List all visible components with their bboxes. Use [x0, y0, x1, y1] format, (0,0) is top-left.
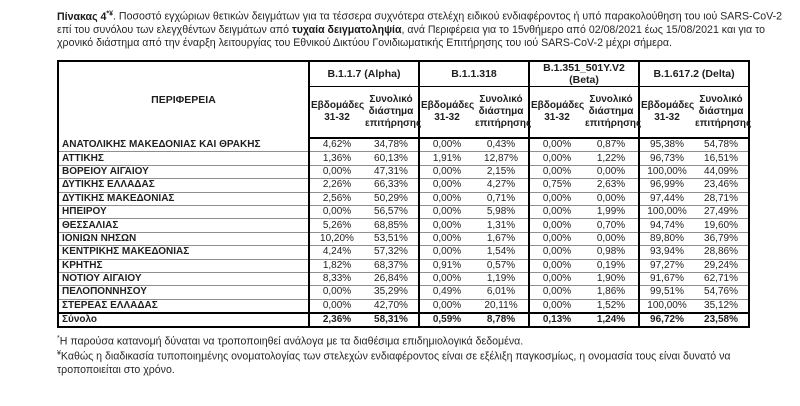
- percentage-cell: 34,78%: [374, 139, 408, 151]
- percentage-cell: 0,00%: [584, 192, 639, 205]
- percentage-cell: 0,71%: [474, 192, 529, 205]
- footnote-2: [57, 349, 797, 378]
- percentage-cell: 0,91%: [419, 259, 474, 272]
- table-row: [58, 179, 749, 192]
- footnote-1-mark: *: [57, 334, 60, 342]
- percentage-cell: 0,98%: [584, 246, 639, 259]
- column-header-variant-alpha: B.1.1.7 (Alpha): [309, 61, 419, 87]
- percentage-cell: 20,11%: [474, 299, 529, 313]
- percentage-cell: 1,67%: [474, 232, 529, 245]
- percentage-cell: 16,51%: [694, 152, 749, 165]
- percentage-cell: 53,51%: [364, 232, 419, 245]
- percentage-cell: 1,82%: [309, 259, 364, 272]
- percentage-cell: 0,00%: [309, 165, 364, 178]
- percentage-cell: 0,00%: [584, 165, 639, 178]
- percentage-cell: 95,38%: [639, 138, 694, 152]
- percentage-cell: 0,00%: [529, 272, 584, 285]
- region-name: ΔΥΤΙΚΗΣ ΕΛΛΑΔΑΣ: [58, 179, 309, 192]
- percentage-cell: 66,33%: [364, 179, 419, 192]
- percentage-cell: 5,98%: [474, 205, 529, 218]
- percentage-cell: 23,58%: [694, 313, 749, 327]
- percentage-cell: 1,99%: [584, 205, 639, 218]
- percentage-cell: 10,20%: [309, 232, 364, 245]
- table-row: [58, 232, 749, 245]
- percentage-cell: 97,44%: [639, 192, 694, 205]
- percentage-cell: 0,00%: [529, 192, 584, 205]
- region-name: ΚΕΝΤΡΙΚΗΣ ΜΑΚΕΔΟΝΙΑΣ: [58, 246, 309, 259]
- region-name: ΚΡΗΤΗΣ: [58, 259, 309, 272]
- percentage-cell: 68,85%: [364, 219, 419, 232]
- percentage-cell: 0,75%: [529, 179, 584, 192]
- percentage-cell: 100,00%: [639, 165, 694, 178]
- region-name: Σύνολο: [58, 313, 309, 327]
- percentage-cell: 96,72%: [639, 313, 694, 327]
- percentage-cell: 8,78%: [474, 313, 529, 327]
- percentage-cell: 0,00%: [419, 299, 474, 313]
- percentage-cell: 4,27%: [474, 179, 529, 192]
- percentage-cell: 0,00%: [529, 219, 584, 232]
- region-name: ΝΟΤΙΟΥ ΑΙΓΑΙΟΥ: [58, 272, 309, 285]
- percentage-cell: 56,57%: [364, 205, 419, 218]
- percentage-cell: 0,00%: [419, 138, 474, 152]
- percentage-cell: 91,67%: [639, 272, 694, 285]
- sub-header-total-period: Συνολικό διάστημα επιτήρησης: [694, 86, 749, 138]
- percentage-cell: 1,90%: [584, 272, 639, 285]
- caption-bold-phrase: τυχαία δειγματοληψία: [292, 23, 402, 36]
- percentage-cell: 1,36%: [309, 152, 364, 165]
- total-row: [58, 313, 749, 327]
- percentage-cell: 1,19%: [474, 272, 529, 285]
- percentage-cell: 0,70%: [584, 219, 639, 232]
- table-row: [58, 205, 749, 218]
- percentage-cell: 0,00%: [309, 299, 364, 313]
- percentage-cell: 0,00%: [529, 299, 584, 313]
- sub-header-weeks: Εβδομάδες 31-32: [309, 86, 364, 138]
- percentage-cell: 12,87%: [474, 152, 529, 165]
- percentage-cell: 8,33%: [309, 272, 364, 285]
- footnote-1: [57, 334, 797, 349]
- percentage-cell: 0,49%: [419, 286, 474, 299]
- sub-header-weeks: Εβδομάδες 31-32: [639, 86, 694, 138]
- percentage-cell: 19,60%: [694, 219, 749, 232]
- sub-header-weeks: Εβδομάδες 31-32: [529, 86, 584, 138]
- percentage-cell: 0,00%: [419, 205, 474, 218]
- percentage-cell: 57,32%: [364, 246, 419, 259]
- percentage-cell: 2,56%: [309, 192, 364, 205]
- table-row: [58, 165, 749, 178]
- region-name: ΘΕΣΣΑΛΙΑΣ: [58, 219, 309, 232]
- percentage-cell: 44,09%: [694, 165, 749, 178]
- sub-header-total-period: Συνολικό διάστημα επιτήρησης: [474, 86, 529, 138]
- percentage-cell: 0,00%: [419, 272, 474, 285]
- percentage-cell: 0,00%: [529, 165, 584, 178]
- percentage-cell: 0,57%: [474, 259, 529, 272]
- caption-footnote-marks: *¥: [106, 10, 114, 17]
- table-row: [58, 152, 749, 165]
- percentage-cell: 42,70%: [364, 299, 419, 313]
- percentage-cell: 60,13%: [364, 152, 419, 165]
- caption-label: Πίνακας 4: [57, 10, 107, 23]
- percentage-cell: 1,54%: [474, 246, 529, 259]
- percentage-cell: 28,71%: [694, 192, 749, 205]
- sub-header-total-period: Συνολικό διάστημα επιτήρησης: [584, 86, 639, 138]
- percentage-cell: 0,00%: [419, 246, 474, 259]
- sub-header-total-period: Συνολικό διάστημα επιτήρησης: [364, 86, 419, 138]
- column-header-variant-b11318: B.1.1.318: [419, 61, 529, 87]
- percentage-cell: 0,00%: [529, 286, 584, 299]
- region-name: ΣΤΕΡΕΑΣ ΕΛΛΑΔΑΣ: [58, 299, 309, 313]
- percentage-cell: 100,00%: [639, 299, 694, 313]
- percentage-cell: 36,79%: [694, 232, 749, 245]
- percentage-cell: 0,00%: [529, 232, 584, 245]
- percentage-cell: 1,86%: [584, 286, 639, 299]
- percentage-cell: 0,00%: [584, 232, 639, 245]
- table-row: [58, 299, 749, 313]
- percentage-cell: 35,29%: [364, 286, 419, 299]
- percentage-cell: 100,00%: [639, 205, 694, 218]
- caption-text-2: , ανά Περιφέρεια για το 15νθήμερο από 02/08/2021 έως 15/08/2021 και για το χρονικό διάστημα από την έναρξη λειτουργίας του Εθνικού Δικτύου Γονιδιωματικής Επιτήρησης του ιού SARS-CoV-2 μέχρι σήμερα.: [57, 23, 766, 50]
- table-row: [58, 286, 749, 299]
- percentage-cell: 0,00%: [529, 152, 584, 165]
- percentage-cell: 0,00%: [419, 232, 474, 245]
- percentage-cell: 96,73%: [639, 152, 694, 165]
- variant-group-header-row: [58, 61, 749, 87]
- sub-header-weeks: Εβδομάδες 31-32: [419, 86, 474, 138]
- region-name: ΠΕΛΟΠΟΝΝΗΣΟΥ: [58, 286, 309, 299]
- percentage-cell: 94,74%: [639, 219, 694, 232]
- percentage-cell: 0,00%: [309, 286, 364, 299]
- region-name: ΒΟΡΕΙΟΥ ΑΙΓΑΙΟΥ: [58, 165, 309, 178]
- table-caption: [57, 10, 797, 51]
- percentage-cell: 1,24%: [584, 313, 639, 327]
- percentage-cell: 29,24%: [694, 259, 749, 272]
- percentage-cell: 0,13%: [529, 313, 584, 327]
- percentage-cell: 0,00%: [419, 219, 474, 232]
- region-name: ΙΟΝΙΩΝ ΝΗΣΩΝ: [58, 232, 309, 245]
- percentage-cell: 2,63%: [584, 179, 639, 192]
- footnote-1-text: Η παρούσα κατανομή δύναται να τροποποιηθεί ανάλογα με τα διαθέσιμα επιδημιολογικά δεδομένα.: [59, 335, 524, 348]
- percentage-cell: 1,22%: [584, 152, 639, 165]
- percentage-cell: 0,00%: [529, 205, 584, 218]
- column-header-variant-delta: B.1.617.2 (Delta): [639, 61, 749, 87]
- caption-text-1: . Ποσοστό εγχώριων θετικών δειγμάτων για τα τέσσερα συχνότερα στελέχη ειδικού ενδιαφέροντος ή υπό παρακολούθηση του ιού SARS-CoV-2 επί του συνόλου των ελεγχθέντων δειγμάτων από: [57, 10, 783, 36]
- table-row: [58, 259, 749, 272]
- percentage-cell: 0,00%: [309, 205, 364, 218]
- percentage-cell: 89,80%: [639, 232, 694, 245]
- footnote-2-mark: ¥: [57, 349, 61, 357]
- percentage-cell: 23,46%: [694, 179, 749, 192]
- percentage-cell: 0,00%: [529, 259, 584, 272]
- region-name: ΗΠΕΙΡΟΥ: [58, 205, 309, 218]
- percentage-cell: 0,00%: [419, 179, 474, 192]
- percentage-cell: 0,43%: [486, 139, 516, 151]
- percentage-cell: 54,78%: [704, 139, 738, 151]
- percentage-cell: 2,15%: [474, 165, 529, 178]
- percentage-cell: 47,31%: [364, 165, 419, 178]
- percentage-cell: 35,12%: [694, 299, 749, 313]
- footnotes: [57, 334, 797, 378]
- percentage-cell: 27,49%: [694, 205, 749, 218]
- percentage-cell: 1,52%: [584, 299, 639, 313]
- region-name: ΔΥΤΙΚΗΣ ΜΑΚΕΔΟΝΙΑΣ: [58, 192, 309, 205]
- percentage-cell: 54,76%: [694, 286, 749, 299]
- percentage-cell: 0,00%: [529, 138, 584, 152]
- percentage-cell: 2,36%: [309, 313, 364, 327]
- percentage-cell: 0,59%: [419, 313, 474, 327]
- region-name: ΑΤΤΙΚΗΣ: [58, 152, 309, 165]
- table-row: [58, 219, 749, 232]
- region-name: ΑΝΑΤΟΛΙΚΗΣ ΜΑΚΕΔΟΝΙΑΣ ΚΑΙ ΘΡΑΚΗΣ: [58, 138, 309, 152]
- percentage-cell: 28,86%: [694, 246, 749, 259]
- percentage-cell: 68,37%: [364, 259, 419, 272]
- percentage-cell: 50,29%: [364, 192, 419, 205]
- percentage-cell: 1,91%: [419, 152, 474, 165]
- percentage-cell: 58,31%: [364, 313, 419, 327]
- percentage-cell: 2,26%: [309, 179, 364, 192]
- percentage-cell: 0,00%: [529, 246, 584, 259]
- table-header: [58, 61, 752, 139]
- percentage-cell: 0,00%: [419, 165, 474, 178]
- table-row: [58, 246, 749, 259]
- percentage-cell: 99,51%: [639, 286, 694, 299]
- percentage-cell: 0,00%: [419, 192, 474, 205]
- percentage-cell: 4,24%: [309, 246, 364, 259]
- percentage-cell: 1,31%: [474, 219, 529, 232]
- percentage-cell: 96,99%: [639, 179, 694, 192]
- percentage-cell: 6,01%: [474, 286, 529, 299]
- table-row: [58, 138, 749, 152]
- percentage-cell: 62,71%: [694, 272, 749, 285]
- percentage-cell: 93,94%: [639, 246, 694, 259]
- column-header-variant-beta: B.1.351_501Y.V2 (Beta): [529, 61, 639, 87]
- percentage-cell: 0,87%: [596, 139, 626, 151]
- percentage-cell: 0,19%: [584, 259, 639, 272]
- variants-surveillance-table: [57, 60, 750, 328]
- table-body: [58, 138, 749, 326]
- column-header-region: ΠΕΡΙΦΕΡΕΙΑ: [58, 61, 309, 139]
- footnote-2-text: Καθώς η διαδικασία τυποποιημένης ονοματολογίας των στελεχών ενδιαφέροντος είναι σε εξέλιξη παγκοσμίως, η ονομασία τους είναι δυνατό να τροποποιείται στο χρόνο.: [57, 350, 731, 377]
- percentage-cell: 26,84%: [364, 272, 419, 285]
- table-row: [58, 272, 749, 285]
- percentage-cell: 4,62%: [309, 138, 364, 152]
- percentage-cell: 97,27%: [639, 259, 694, 272]
- table-row: [58, 192, 749, 205]
- percentage-cell: 5,26%: [309, 219, 364, 232]
